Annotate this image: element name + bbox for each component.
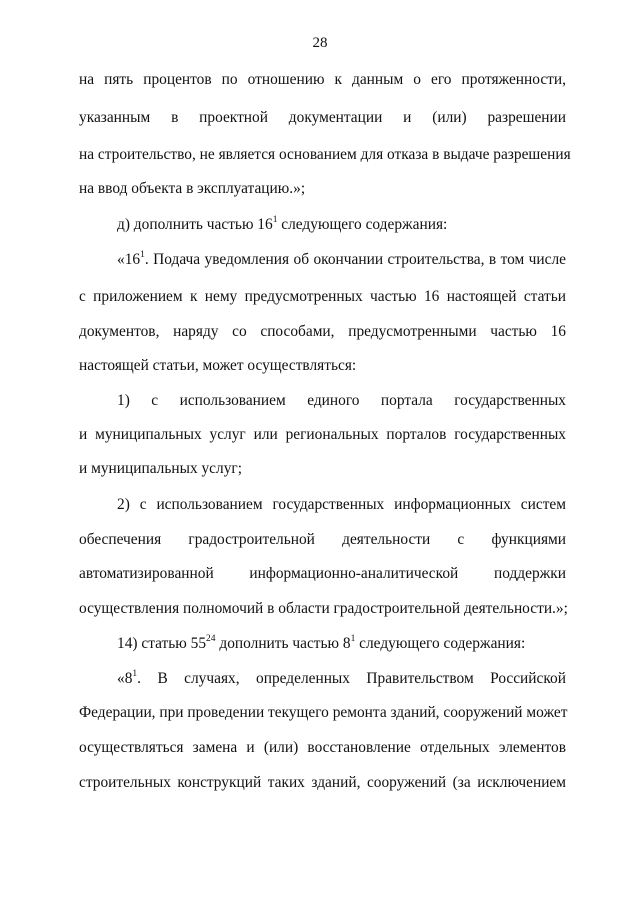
superscript: 24 (206, 633, 216, 644)
text-line: на ввод объекта в эксплуатацию.»; (79, 180, 306, 197)
text-span: следующего содержания: (277, 216, 448, 233)
text-line (117, 215, 566, 235)
text-span: «16 (117, 251, 141, 268)
text-span: . В случаях, определенных Правительством Российской (137, 670, 566, 687)
text-line (117, 669, 566, 689)
text-line: и муниципальных услуг; (79, 460, 242, 477)
page-number: 28 (312, 35, 328, 51)
superscript: 1 (132, 668, 138, 679)
text-line: строительных конструкций таких зданий, сооружений (за исключением (79, 774, 566, 791)
text-line: с приложением к нему предусмотренных частью 16 настоящей статьи (79, 288, 566, 305)
text-span: 14) статью 55 (117, 635, 207, 652)
superscript: 1 (140, 249, 145, 260)
text-line: 1) с использованием единого портала государственных (117, 392, 566, 409)
text-line: на пять процентов по отношению к данным о его протяженности, (79, 71, 566, 88)
text-line: настоящей статьи, может осуществляться: (79, 357, 357, 374)
text-line: 2) с использованием государственных информационных систем (117, 496, 566, 513)
text-line: автоматизированной информационно-аналитической поддержки (79, 565, 566, 582)
superscript: 1 (350, 633, 356, 644)
text-line: обеспечения градостроительной деятельности с функциями (79, 531, 566, 548)
text-line (117, 634, 566, 654)
text-line: на строительство, не является основанием для отказа в выдаче разрешения (79, 146, 571, 163)
superscript: 1 (272, 214, 278, 225)
text-line: Федерации, при проведении текущего ремонта зданий, сооружений может (79, 704, 568, 721)
text-line: документов, наряду со способами, предусмотренными частью 16 (79, 323, 566, 340)
text-span: дополнить частью 8 (215, 635, 351, 652)
text-span: . Подача уведомления об окончании строительства, в том числе (144, 251, 566, 268)
text-line: указанным в проектной документации и (или) разрешении (79, 109, 566, 126)
text-line: осуществляться замена и (или) восстановление отдельных элементов (79, 739, 566, 756)
text-span: д) дополнить частью 16 (117, 216, 273, 233)
text-line (117, 250, 566, 270)
text-span: «8 (117, 670, 133, 687)
text-line: осуществления полномочий в области градостроительной деятельности.»; (79, 600, 568, 617)
text-line: и муниципальных услуг или региональных порталов государственных (79, 426, 566, 443)
text-span: следующего содержания: (355, 635, 526, 652)
